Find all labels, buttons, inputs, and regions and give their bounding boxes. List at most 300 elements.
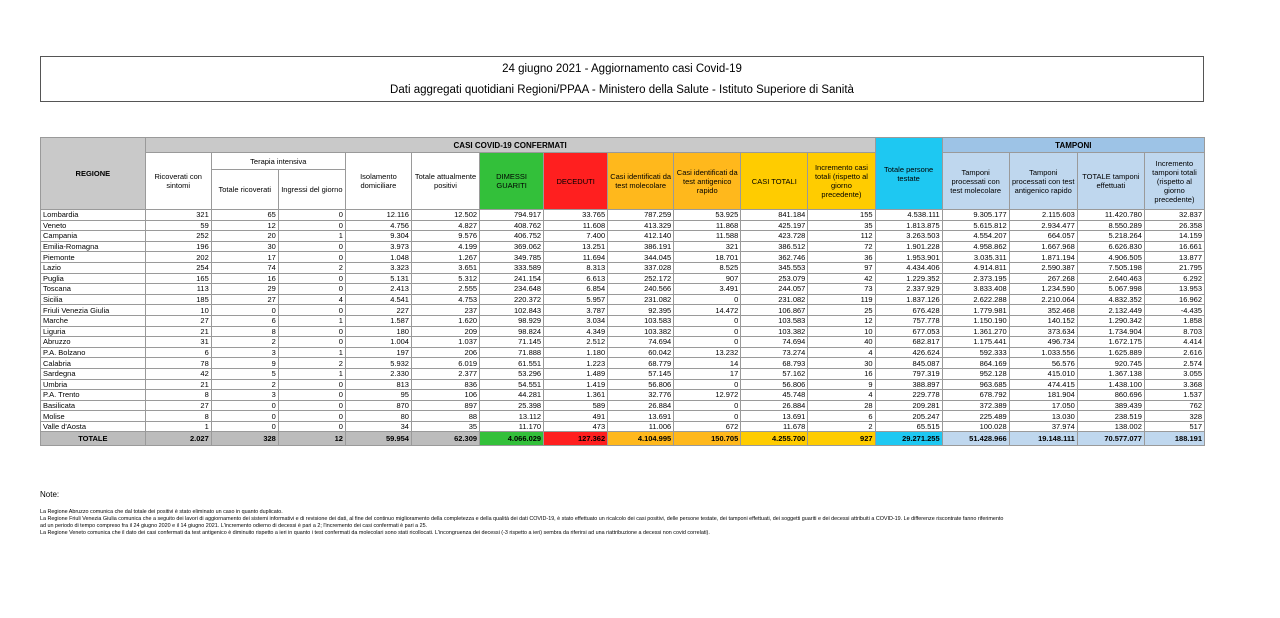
cell-incremento-tamponi: 26.358 xyxy=(1144,220,1204,231)
cell-regione: Piemonte xyxy=(41,252,146,263)
header-tamponi-antigenico: Tamponi processati con test antigenico rapido xyxy=(1009,153,1077,210)
cell-persone-testate: 388.897 xyxy=(875,379,942,390)
cell-tamponi-totale: 8.550.289 xyxy=(1077,220,1144,231)
cell-deceduti: 13.251 xyxy=(544,241,608,252)
cell-casi-totali: 103.583 xyxy=(741,315,808,326)
cell-tamponi-molecolare: 864.169 xyxy=(942,358,1009,369)
cell-ingressi: 0 xyxy=(278,284,345,295)
cell-tamponi-molecolare: 1.150.190 xyxy=(942,315,1009,326)
cell-deceduti: 1.419 xyxy=(544,379,608,390)
cell-test-antigenico: 17 xyxy=(674,368,741,379)
cell-tamponi-totale: 1.290.342 xyxy=(1077,315,1144,326)
cell-regione: Lazio xyxy=(41,262,146,273)
cell-test-antigenico: 12.972 xyxy=(674,390,741,401)
cell-test-molecolare: 787.259 xyxy=(608,210,674,221)
cell-tamponi-molecolare: 2.373.195 xyxy=(942,273,1009,284)
cell-tamponi-totale: 4.832.352 xyxy=(1077,294,1144,305)
cell-incremento-casi: 30 xyxy=(808,358,875,369)
cell-isolamento: 2.330 xyxy=(345,368,411,379)
table-row xyxy=(41,358,1205,369)
cell-test-antigenico: 0 xyxy=(674,315,741,326)
cell-incremento-casi: 112 xyxy=(808,231,875,242)
cell-ingressi: 0 xyxy=(278,411,345,422)
cell-deceduti: 6.854 xyxy=(544,284,608,295)
header-test-molecolare: Casi identificati da test molecolare xyxy=(608,153,674,210)
cell-incremento-tamponi: -4.435 xyxy=(1144,305,1204,316)
cell-isolamento: 180 xyxy=(345,326,411,337)
cell-attualmente-positivi: 209 xyxy=(411,326,479,337)
cell-regione: Campania xyxy=(41,231,146,242)
cell-attualmente-positivi: 1.620 xyxy=(411,315,479,326)
cell-totale-ricoverati: 12 xyxy=(211,220,278,231)
cell-ingressi: 0 xyxy=(278,273,345,284)
cell-deceduti: 6.613 xyxy=(544,273,608,284)
table-row xyxy=(41,284,1205,295)
cell-tamponi-totale: 138.002 xyxy=(1077,421,1144,432)
cell-tamponi-totale: 11.420.780 xyxy=(1077,210,1144,221)
cell-dimessi: 349.785 xyxy=(480,252,544,263)
cell-isolamento: 80 xyxy=(345,411,411,422)
cell-incremento-tamponi: 2.616 xyxy=(1144,347,1204,358)
cell-dimessi: 333.589 xyxy=(480,262,544,273)
cell-attualmente-positivi: 35 xyxy=(411,421,479,432)
cell-tamponi-antigenico: 352.468 xyxy=(1009,305,1077,316)
cell-tamponi-molecolare: 1.361.270 xyxy=(942,326,1009,337)
cell-attualmente-positivi: 2.555 xyxy=(411,284,479,295)
table-row xyxy=(41,390,1205,401)
cell-attualmente-positivi: 836 xyxy=(411,379,479,390)
cell-incremento-casi: 6 xyxy=(808,411,875,422)
cell-ingressi: 4 xyxy=(278,294,345,305)
cell-ingressi: 0 xyxy=(278,252,345,263)
total-cell-attualmente-positivi: 62.309 xyxy=(411,432,479,446)
cell-incremento-casi: 72 xyxy=(808,241,875,252)
cell-tamponi-antigenico: 664.057 xyxy=(1009,231,1077,242)
cell-totale-ricoverati: 2 xyxy=(211,379,278,390)
cell-tamponi-totale: 389.439 xyxy=(1077,400,1144,411)
cell-test-molecolare: 60.042 xyxy=(608,347,674,358)
cell-casi-totali: 73.274 xyxy=(741,347,808,358)
cell-incremento-casi: 42 xyxy=(808,273,875,284)
cell-incremento-tamponi: 328 xyxy=(1144,411,1204,422)
cell-dimessi: 25.398 xyxy=(480,400,544,411)
cell-totale-ricoverati: 0 xyxy=(211,411,278,422)
cell-tamponi-antigenico: 56.576 xyxy=(1009,358,1077,369)
header-ricoverati: Ricoverati con sintomi xyxy=(145,153,211,210)
cell-attualmente-positivi: 4.827 xyxy=(411,220,479,231)
cell-persone-testate: 1.953.901 xyxy=(875,252,942,263)
cell-dimessi: 220.372 xyxy=(480,294,544,305)
cell-test-molecolare: 412.140 xyxy=(608,231,674,242)
cell-casi-totali: 425.197 xyxy=(741,220,808,231)
cell-test-molecolare: 386.191 xyxy=(608,241,674,252)
cell-attualmente-positivi: 4.753 xyxy=(411,294,479,305)
total-cell-ricoverati: 2.027 xyxy=(145,432,211,446)
cell-regione: Friuli Venezia Giulia xyxy=(41,305,146,316)
cell-tamponi-antigenico: 1.871.194 xyxy=(1009,252,1077,263)
cell-totale-ricoverati: 6 xyxy=(211,315,278,326)
table-row xyxy=(41,262,1205,273)
cell-ricoverati: 185 xyxy=(145,294,211,305)
cell-casi-totali: 423.728 xyxy=(741,231,808,242)
cell-tamponi-molecolare: 4.914.811 xyxy=(942,262,1009,273)
cell-incremento-casi: 40 xyxy=(808,337,875,348)
cell-test-molecolare: 74.694 xyxy=(608,337,674,348)
cell-attualmente-positivi: 2.377 xyxy=(411,368,479,379)
cell-tamponi-totale: 860.696 xyxy=(1077,390,1144,401)
cell-tamponi-totale: 238.519 xyxy=(1077,411,1144,422)
cell-tamponi-antigenico: 1.033.556 xyxy=(1009,347,1077,358)
cell-totale-ricoverati: 3 xyxy=(211,347,278,358)
cell-ingressi: 0 xyxy=(278,421,345,432)
cell-tamponi-totale: 1.734.904 xyxy=(1077,326,1144,337)
cell-casi-totali: 26.884 xyxy=(741,400,808,411)
cell-incremento-tamponi: 32.837 xyxy=(1144,210,1204,221)
cell-regione: Emilia-Romagna xyxy=(41,241,146,252)
cell-tamponi-molecolare: 225.489 xyxy=(942,411,1009,422)
cell-incremento-tamponi: 3.368 xyxy=(1144,379,1204,390)
cell-tamponi-antigenico: 1.234.590 xyxy=(1009,284,1077,295)
cell-tamponi-molecolare: 2.622.288 xyxy=(942,294,1009,305)
cell-casi-totali: 231.082 xyxy=(741,294,808,305)
cell-test-antigenico: 3.491 xyxy=(674,284,741,295)
cell-test-molecolare: 57.145 xyxy=(608,368,674,379)
cell-test-molecolare: 92.395 xyxy=(608,305,674,316)
total-cell-casi-totali: 4.255.700 xyxy=(741,432,808,446)
cell-attualmente-positivi: 5.312 xyxy=(411,273,479,284)
cell-tamponi-molecolare: 100.028 xyxy=(942,421,1009,432)
cell-tamponi-totale: 1.367.138 xyxy=(1077,368,1144,379)
cell-test-molecolare: 252.172 xyxy=(608,273,674,284)
cell-test-molecolare: 103.583 xyxy=(608,315,674,326)
cell-tamponi-totale: 4.906.505 xyxy=(1077,252,1144,263)
cell-dimessi: 408.762 xyxy=(480,220,544,231)
cell-tamponi-antigenico: 13.030 xyxy=(1009,411,1077,422)
cell-tamponi-totale: 6.626.830 xyxy=(1077,241,1144,252)
cell-attualmente-positivi: 12.502 xyxy=(411,210,479,221)
cell-regione: Molise xyxy=(41,411,146,422)
cell-tamponi-antigenico: 2.210.064 xyxy=(1009,294,1077,305)
total-cell-isolamento: 59.954 xyxy=(345,432,411,446)
cell-ricoverati: 42 xyxy=(145,368,211,379)
cell-ricoverati: 165 xyxy=(145,273,211,284)
cell-totale-ricoverati: 0 xyxy=(211,305,278,316)
cell-test-antigenico: 8.525 xyxy=(674,262,741,273)
cell-tamponi-antigenico: 140.152 xyxy=(1009,315,1077,326)
cell-casi-totali: 57.162 xyxy=(741,368,808,379)
cell-casi-totali: 253.079 xyxy=(741,273,808,284)
cell-dimessi: 241.154 xyxy=(480,273,544,284)
table-row xyxy=(41,368,1205,379)
cell-isolamento: 227 xyxy=(345,305,411,316)
cell-isolamento: 197 xyxy=(345,347,411,358)
cell-persone-testate: 2.337.929 xyxy=(875,284,942,295)
cell-regione: Sicilia xyxy=(41,294,146,305)
cell-deceduti: 3.034 xyxy=(544,315,608,326)
cell-test-antigenico: 11.868 xyxy=(674,220,741,231)
cell-isolamento: 4.756 xyxy=(345,220,411,231)
cell-casi-totali: 362.746 xyxy=(741,252,808,263)
cell-attualmente-positivi: 206 xyxy=(411,347,479,358)
cell-isolamento: 813 xyxy=(345,379,411,390)
table-row xyxy=(41,326,1205,337)
cell-tamponi-antigenico: 1.667.968 xyxy=(1009,241,1077,252)
cell-persone-testate: 757.778 xyxy=(875,315,942,326)
cell-persone-testate: 676.428 xyxy=(875,305,942,316)
cell-isolamento: 4.541 xyxy=(345,294,411,305)
cell-incremento-tamponi: 13.877 xyxy=(1144,252,1204,263)
table-row xyxy=(41,210,1205,221)
cell-dimessi: 53.296 xyxy=(480,368,544,379)
cell-incremento-casi: 25 xyxy=(808,305,875,316)
cell-casi-totali: 244.057 xyxy=(741,284,808,295)
cell-ingressi: 0 xyxy=(278,337,345,348)
cell-ricoverati: 8 xyxy=(145,390,211,401)
cell-tamponi-molecolare: 4.958.862 xyxy=(942,241,1009,252)
cell-deceduti: 11.694 xyxy=(544,252,608,263)
report-title: 24 giugno 2021 - Aggiornamento casi Covid-19 xyxy=(502,63,742,75)
cell-regione: Liguria xyxy=(41,326,146,337)
cell-persone-testate: 1.837.126 xyxy=(875,294,942,305)
cell-regione: Abruzzo xyxy=(41,337,146,348)
cell-totale-ricoverati: 29 xyxy=(211,284,278,295)
cell-tamponi-totale: 5.218.264 xyxy=(1077,231,1144,242)
cell-attualmente-positivi: 1.037 xyxy=(411,337,479,348)
cell-deceduti: 8.313 xyxy=(544,262,608,273)
cell-ingressi: 0 xyxy=(278,390,345,401)
cell-isolamento: 3.323 xyxy=(345,262,411,273)
cell-persone-testate: 426.624 xyxy=(875,347,942,358)
cell-deceduti: 491 xyxy=(544,411,608,422)
cell-ingressi: 0 xyxy=(278,379,345,390)
cell-test-antigenico: 13.232 xyxy=(674,347,741,358)
cell-persone-testate: 4.538.111 xyxy=(875,210,942,221)
cell-totale-ricoverati: 65 xyxy=(211,210,278,221)
report-title-box xyxy=(40,56,1204,102)
cell-tamponi-antigenico: 17.050 xyxy=(1009,400,1077,411)
cell-ingressi: 0 xyxy=(278,210,345,221)
cell-ingressi: 1 xyxy=(278,368,345,379)
cell-ingressi: 0 xyxy=(278,305,345,316)
cell-deceduti: 1.223 xyxy=(544,358,608,369)
cell-tamponi-totale: 1.625.889 xyxy=(1077,347,1144,358)
header-tamponi-totale: TOTALE tamponi effettuati xyxy=(1077,153,1144,210)
cell-totale-ricoverati: 5 xyxy=(211,368,278,379)
cell-dimessi: 61.551 xyxy=(480,358,544,369)
table-row xyxy=(41,294,1205,305)
cell-tamponi-totale: 1.672.175 xyxy=(1077,337,1144,348)
cell-deceduti: 4.349 xyxy=(544,326,608,337)
cell-tamponi-totale: 2.640.463 xyxy=(1077,273,1144,284)
cell-ricoverati: 21 xyxy=(145,326,211,337)
cell-incremento-casi: 36 xyxy=(808,252,875,263)
cell-test-molecolare: 231.082 xyxy=(608,294,674,305)
cell-tamponi-molecolare: 3.035.311 xyxy=(942,252,1009,263)
total-cell-incremento-casi: 927 xyxy=(808,432,875,446)
cell-incremento-tamponi: 14.159 xyxy=(1144,231,1204,242)
cell-attualmente-positivi: 1.267 xyxy=(411,252,479,263)
cell-ricoverati: 10 xyxy=(145,305,211,316)
cell-casi-totali: 841.184 xyxy=(741,210,808,221)
total-cell-tamponi-molecolare: 51.428.966 xyxy=(942,432,1009,446)
cell-attualmente-positivi: 106 xyxy=(411,390,479,401)
table-row xyxy=(41,273,1205,284)
cell-ricoverati: 254 xyxy=(145,262,211,273)
cell-casi-totali: 103.382 xyxy=(741,326,808,337)
cell-test-antigenico: 0 xyxy=(674,400,741,411)
cell-test-molecolare: 68.779 xyxy=(608,358,674,369)
table-row xyxy=(41,305,1205,316)
cell-persone-testate: 4.434.406 xyxy=(875,262,942,273)
cell-attualmente-positivi: 88 xyxy=(411,411,479,422)
cell-dimessi: 44.281 xyxy=(480,390,544,401)
cell-isolamento: 9.304 xyxy=(345,231,411,242)
total-cell-regione: TOTALE xyxy=(41,432,146,446)
cell-persone-testate: 1.229.352 xyxy=(875,273,942,284)
cell-ricoverati: 196 xyxy=(145,241,211,252)
cell-incremento-casi: 4 xyxy=(808,390,875,401)
cell-incremento-casi: 9 xyxy=(808,379,875,390)
header-casi-confermati: CASI COVID-19 CONFERMATI xyxy=(145,138,875,153)
cell-deceduti: 1.180 xyxy=(544,347,608,358)
total-cell-tamponi-totale: 70.577.077 xyxy=(1077,432,1144,446)
header-tamponi-molecolare: Tamponi processati con test molecolare xyxy=(942,153,1009,210)
cell-attualmente-positivi: 6.019 xyxy=(411,358,479,369)
cell-isolamento: 5.932 xyxy=(345,358,411,369)
cell-casi-totali: 11.678 xyxy=(741,421,808,432)
cell-ricoverati: 202 xyxy=(145,252,211,263)
cell-isolamento: 95 xyxy=(345,390,411,401)
cell-deceduti: 11.608 xyxy=(544,220,608,231)
total-cell-totale-ricoverati: 328 xyxy=(211,432,278,446)
cell-totale-ricoverati: 2 xyxy=(211,337,278,348)
cell-totale-ricoverati: 27 xyxy=(211,294,278,305)
table-row xyxy=(41,337,1205,348)
cell-tamponi-molecolare: 4.554.207 xyxy=(942,231,1009,242)
cell-totale-ricoverati: 0 xyxy=(211,400,278,411)
note-abruzzo: La Regione Abruzzo comunica che dal totale dei positivi è stato eliminato un caso in quanto duplicato. xyxy=(40,509,283,515)
cell-ricoverati: 113 xyxy=(145,284,211,295)
cell-tamponi-antigenico: 373.634 xyxy=(1009,326,1077,337)
cell-persone-testate: 1.901.228 xyxy=(875,241,942,252)
table-body xyxy=(41,210,1205,446)
cell-test-molecolare: 103.382 xyxy=(608,326,674,337)
cell-test-antigenico: 53.925 xyxy=(674,210,741,221)
cell-ingressi: 1 xyxy=(278,347,345,358)
cell-test-antigenico: 321 xyxy=(674,241,741,252)
header-persone-testate: Totale persone testate xyxy=(875,138,942,210)
cell-attualmente-positivi: 3.651 xyxy=(411,262,479,273)
cell-tamponi-totale: 7.505.198 xyxy=(1077,262,1144,273)
cell-tamponi-molecolare: 963.685 xyxy=(942,379,1009,390)
cell-test-antigenico: 14 xyxy=(674,358,741,369)
cell-incremento-casi: 35 xyxy=(808,220,875,231)
cell-test-molecolare: 344.045 xyxy=(608,252,674,263)
cell-isolamento: 12.116 xyxy=(345,210,411,221)
cell-test-molecolare: 11.006 xyxy=(608,421,674,432)
note-friuli-cont: ad un periodo di tempo compreso fra il 24 giugno 2020 e il 14 giugno 2021. L'incremento odierno di decessi è pari a 2; l'incremento dei casi confermati è pari a 25. xyxy=(40,523,428,529)
header-deceduti: DECEDUTI xyxy=(544,153,608,210)
cell-totale-ricoverati: 9 xyxy=(211,358,278,369)
cell-incremento-tamponi: 2.574 xyxy=(1144,358,1204,369)
header-tamponi: TAMPONI xyxy=(942,138,1204,153)
cell-incremento-tamponi: 13.953 xyxy=(1144,284,1204,295)
cell-incremento-casi: 16 xyxy=(808,368,875,379)
cell-regione: P.A. Trento xyxy=(41,390,146,401)
header-attualmente-positivi: Totale attualmente positivi xyxy=(411,153,479,210)
cell-casi-totali: 345.553 xyxy=(741,262,808,273)
cell-ricoverati: 321 xyxy=(145,210,211,221)
header-totale-ricoverati: Totale ricoverati xyxy=(211,170,278,210)
cell-dimessi: 13.112 xyxy=(480,411,544,422)
cell-ricoverati: 6 xyxy=(145,347,211,358)
cell-attualmente-positivi: 237 xyxy=(411,305,479,316)
cell-tamponi-molecolare: 1.779.981 xyxy=(942,305,1009,316)
cell-ingressi: 0 xyxy=(278,220,345,231)
cell-incremento-casi: 73 xyxy=(808,284,875,295)
cell-tamponi-molecolare: 1.175.441 xyxy=(942,337,1009,348)
cell-casi-totali: 68.793 xyxy=(741,358,808,369)
cell-persone-testate: 682.817 xyxy=(875,337,942,348)
cell-incremento-tamponi: 6.292 xyxy=(1144,273,1204,284)
cell-isolamento: 1.048 xyxy=(345,252,411,263)
total-cell-ingressi: 12 xyxy=(278,432,345,446)
cell-ricoverati: 21 xyxy=(145,379,211,390)
cell-persone-testate: 3.263.503 xyxy=(875,231,942,242)
cell-ricoverati: 27 xyxy=(145,400,211,411)
cell-persone-testate: 205.247 xyxy=(875,411,942,422)
cell-tamponi-molecolare: 5.615.812 xyxy=(942,220,1009,231)
covid-data-table xyxy=(40,137,1205,446)
cell-tamponi-totale: 2.132.449 xyxy=(1077,305,1144,316)
cell-totale-ricoverati: 3 xyxy=(211,390,278,401)
cell-regione: Marche xyxy=(41,315,146,326)
cell-test-molecolare: 240.566 xyxy=(608,284,674,295)
cell-deceduti: 1.361 xyxy=(544,390,608,401)
cell-incremento-casi: 4 xyxy=(808,347,875,358)
cell-casi-totali: 13.691 xyxy=(741,411,808,422)
total-row xyxy=(41,432,1205,446)
cell-dimessi: 71.888 xyxy=(480,347,544,358)
cell-test-antigenico: 0 xyxy=(674,411,741,422)
cell-ingressi: 1 xyxy=(278,315,345,326)
cell-ricoverati: 78 xyxy=(145,358,211,369)
note-veneto: La Regione Veneto comunica che il dato dei casi confermati da test antigenico è diminuito rispetto a ieri in quanto i test confermati da molecolari sono stati ricollocati. L'incongruenza dei decessi (-3 rispetto a ieri) sembra da riferirsi ad una riattribuzione a decessi non covid correlati). xyxy=(40,530,710,536)
cell-deceduti: 473 xyxy=(544,421,608,432)
cell-regione: Veneto xyxy=(41,220,146,231)
cell-incremento-tamponi: 8.703 xyxy=(1144,326,1204,337)
cell-ingressi: 0 xyxy=(278,326,345,337)
header-incremento-tamponi: Incremento tamponi totali (rispetto al giorno precedente) xyxy=(1144,153,1204,210)
header-regione: REGIONE xyxy=(41,138,146,210)
total-cell-test-antigenico: 150.705 xyxy=(674,432,741,446)
cell-tamponi-antigenico: 2.115.603 xyxy=(1009,210,1077,221)
cell-persone-testate: 229.778 xyxy=(875,390,942,401)
cell-persone-testate: 65.515 xyxy=(875,421,942,432)
header-test-antigenico: Casi identificati da test antigenico rapido xyxy=(674,153,741,210)
cell-casi-totali: 56.806 xyxy=(741,379,808,390)
cell-deceduti: 33.765 xyxy=(544,210,608,221)
cell-test-antigenico: 907 xyxy=(674,273,741,284)
cell-test-antigenico: 11.588 xyxy=(674,231,741,242)
cell-ricoverati: 252 xyxy=(145,231,211,242)
cell-test-antigenico: 0 xyxy=(674,326,741,337)
cell-incremento-casi: 155 xyxy=(808,210,875,221)
total-cell-deceduti: 127.362 xyxy=(544,432,608,446)
cell-ingressi: 2 xyxy=(278,262,345,273)
cell-regione: Basilicata xyxy=(41,400,146,411)
cell-attualmente-positivi: 4.199 xyxy=(411,241,479,252)
